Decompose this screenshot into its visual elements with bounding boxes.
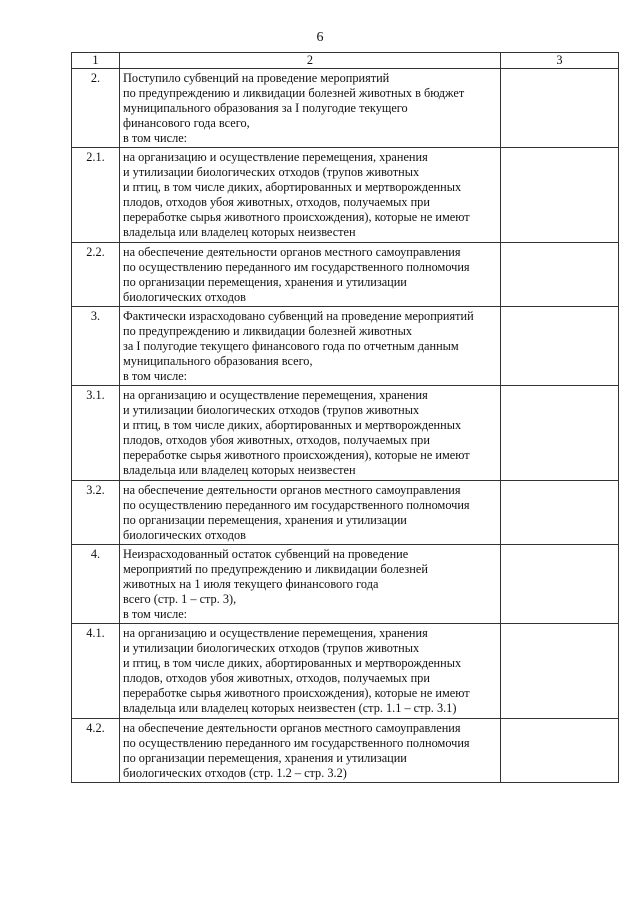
description-line: в том числе: <box>123 369 188 383</box>
description-line: по предупреждению и ликвидации болезней животных <box>123 324 413 338</box>
row-description <box>120 481 501 545</box>
description-line: и утилизации биологических отходов (трупов животных <box>123 403 420 417</box>
description-line: Фактически израсходовано субвенций на проведение мероприятий <box>123 309 474 323</box>
table-row <box>72 243 619 307</box>
row-description <box>120 386 501 481</box>
description-line: по осуществлению переданного им государственного полномочия <box>123 736 470 750</box>
description-line: муниципального образования всего, <box>123 354 313 368</box>
description-line: Поступило субвенций на проведение мероприятий <box>123 71 390 85</box>
description-line: всего (стр. 1 – стр. 3), <box>123 592 237 606</box>
row-description <box>120 148 501 243</box>
row-number: 3. <box>72 307 120 386</box>
table-body <box>72 53 619 783</box>
table-row <box>72 545 619 624</box>
description-line: на организацию и осуществление перемещения, хранения <box>123 150 428 164</box>
description-line: за I полугодие текущего финансового года по отчетным данным <box>123 339 459 353</box>
description-line: биологических отходов (стр. 1.2 – стр. 3.2) <box>123 766 347 780</box>
row-value-cell <box>501 307 619 386</box>
header-cell-3: 3 <box>501 53 619 69</box>
description-line: на обеспечение деятельности органов местного самоуправления <box>123 245 461 259</box>
description-line: владельца или владелец которых неизвестен <box>123 225 356 239</box>
description-line: переработке сырья животного происхождения), которые не имеют <box>123 448 470 462</box>
page-number: 6 <box>316 30 324 45</box>
description-line: на обеспечение деятельности органов местного самоуправления <box>123 483 461 497</box>
row-description <box>120 719 501 783</box>
description-line: муниципального образования за I полугодие текущего <box>123 101 408 115</box>
row-number: 2. <box>72 69 120 148</box>
description-line: в том числе: <box>123 131 188 145</box>
description-line: владельца или владелец которых неизвестен <box>123 463 356 477</box>
report-table <box>71 52 619 783</box>
row-number: 2.2. <box>72 243 120 307</box>
row-value-cell <box>501 624 619 719</box>
header-cell-1: 1 <box>72 53 120 69</box>
row-description <box>120 307 501 386</box>
description-line: по осуществлению переданного им государственного полномочия <box>123 498 470 512</box>
description-line: биологических отходов <box>123 290 246 304</box>
row-value-cell <box>501 481 619 545</box>
row-description <box>120 545 501 624</box>
description-line: по предупреждению и ликвидации болезней животных в бюджет <box>123 86 465 100</box>
description-line: по организации перемещения, хранения и утилизации <box>123 275 407 289</box>
row-number: 4.2. <box>72 719 120 783</box>
row-value-cell <box>501 719 619 783</box>
row-description <box>120 243 501 307</box>
table-row <box>72 481 619 545</box>
description-line: Неизрасходованный остаток субвенций на проведение <box>123 547 409 561</box>
description-line: на организацию и осуществление перемещения, хранения <box>123 388 428 402</box>
description-line: владельца или владелец которых неизвестен (стр. 1.1 – стр. 3.1) <box>123 701 457 715</box>
row-value-cell <box>501 386 619 481</box>
description-line: животных на 1 июля текущего финансового года <box>123 577 379 591</box>
description-line: в том числе: <box>123 607 188 621</box>
table-row <box>72 624 619 719</box>
description-line: переработке сырья животного происхождения), которые не имеют <box>123 686 470 700</box>
description-line: финансового года всего, <box>123 116 250 130</box>
description-line: на организацию и осуществление перемещения, хранения <box>123 626 428 640</box>
row-number: 2.1. <box>72 148 120 243</box>
description-line: и птиц, в том числе диких, абортированных и мертворожденных <box>123 418 462 432</box>
description-line: и птиц, в том числе диких, абортированных и мертворожденных <box>123 180 462 194</box>
table-header-row <box>72 53 619 69</box>
description-line: на обеспечение деятельности органов местного самоуправления <box>123 721 461 735</box>
row-value-cell <box>501 69 619 148</box>
description-line: по осуществлению переданного им государственного полномочия <box>123 260 470 274</box>
description-line: по организации перемещения, хранения и утилизации <box>123 751 407 765</box>
header-cell-2: 2 <box>120 53 501 69</box>
row-description <box>120 69 501 148</box>
row-number: 4. <box>72 545 120 624</box>
row-number: 3.2. <box>72 481 120 545</box>
row-number: 4.1. <box>72 624 120 719</box>
row-value-cell <box>501 243 619 307</box>
table-row <box>72 307 619 386</box>
description-line: и утилизации биологических отходов (трупов животных <box>123 165 420 179</box>
row-description <box>120 624 501 719</box>
description-line: плодов, отходов убоя животных, отходов, получаемых при <box>123 195 430 209</box>
row-number: 3.1. <box>72 386 120 481</box>
table-row <box>72 69 619 148</box>
description-line: плодов, отходов убоя животных, отходов, получаемых при <box>123 671 430 685</box>
description-line: мероприятий по предупреждению и ликвидации болезней <box>123 562 428 576</box>
table-row <box>72 719 619 783</box>
row-value-cell <box>501 545 619 624</box>
description-line: плодов, отходов убоя животных, отходов, получаемых при <box>123 433 430 447</box>
description-line: переработке сырья животного происхождения), которые не имеют <box>123 210 470 224</box>
description-line: и птиц, в том числе диких, абортированных и мертворожденных <box>123 656 462 670</box>
description-line: и утилизации биологических отходов (трупов животных <box>123 641 420 655</box>
table-row <box>72 148 619 243</box>
description-line: по организации перемещения, хранения и утилизации <box>123 513 407 527</box>
description-line: биологических отходов <box>123 528 246 542</box>
table-row <box>72 386 619 481</box>
row-value-cell <box>501 148 619 243</box>
